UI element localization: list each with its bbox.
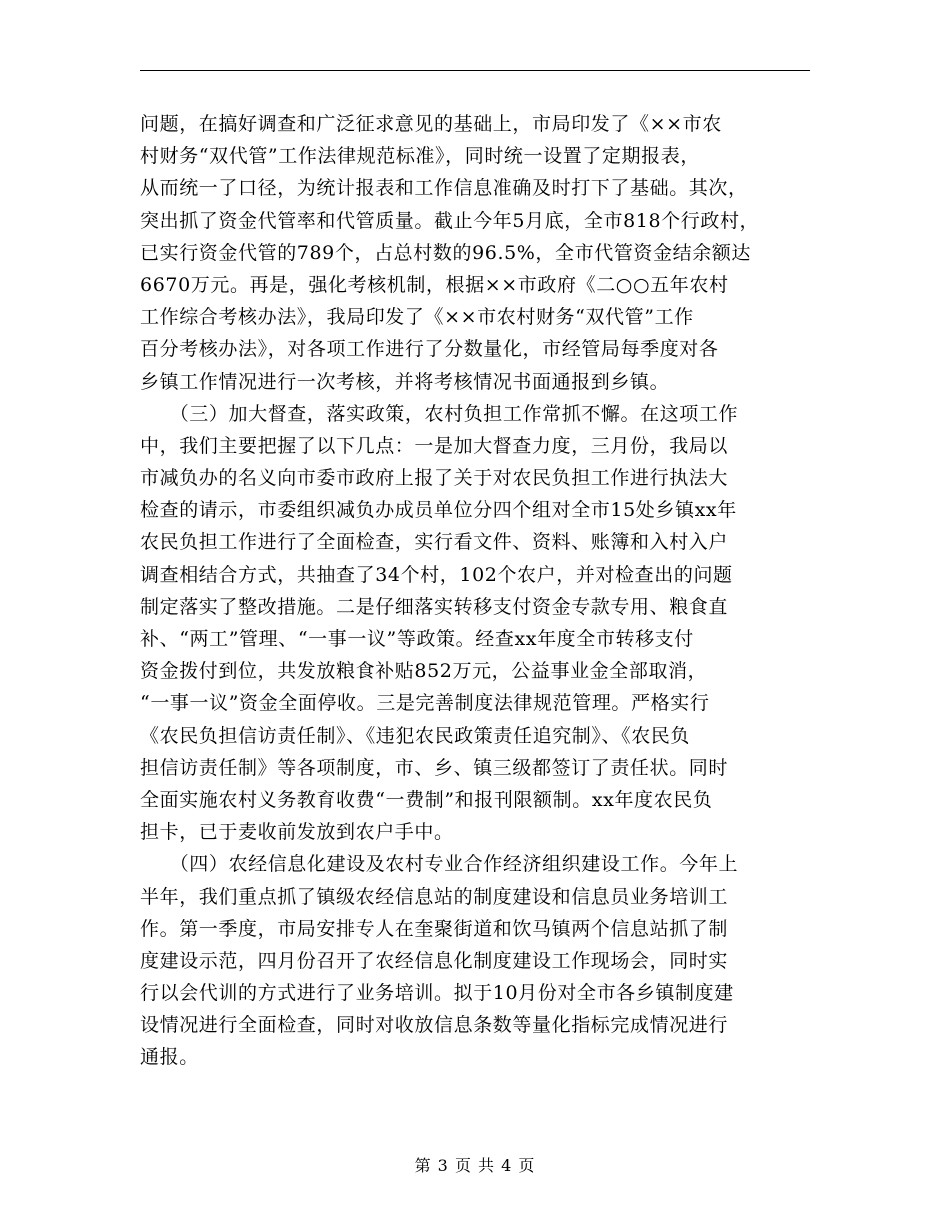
text-line: 《农民负担信访责任制》、《违犯农民政策责任追究制》、《农民负 xyxy=(140,724,691,747)
text-line: 资金拨付到位，共发放粮食补贴852万元，公益事业金全部取消， xyxy=(140,660,708,683)
text-line: 问题，在搞好调查和广泛征求意见的基础上，市局印发了《××市农 xyxy=(140,113,722,135)
text-line: 设情况进行全面检查，同时对收放信息条数等量化指标完成情况进行 xyxy=(140,1014,729,1037)
text-line: 行以会代训的方式进行了业务培训。拟于10月份对全市各乡镇制度建 xyxy=(140,982,734,1005)
text-line: 全面实施农村义务教育收费“一费制”和报刊限额制。xx年度农民负 xyxy=(140,788,713,811)
body-text xyxy=(140,108,820,1074)
text-line: 通报。 xyxy=(140,1046,199,1069)
text-line: 突出抓了资金代管率和代管质量。截止今年5月底，全市818个行政村， xyxy=(140,209,760,232)
text-line: 市减负办的名义向市委市政府上报了关于对农民负担工作进行执法大 xyxy=(140,467,729,490)
text-line: 检查的请示，市委组织减负办成员单位分四个组对全市15处乡镇xx年 xyxy=(140,499,737,522)
text-line: “一事一议”资金全面停收。三是完善制度法律规范管理。严格实行 xyxy=(140,692,710,715)
text-line: 中，我们主要把握了以下几点：一是加大督查力度，三月份，我局以 xyxy=(140,434,729,457)
text-line: 制定落实了整改措施。二是仔细落实转移支付资金专款专用、粮食直 xyxy=(140,595,729,618)
text-line: 担信访责任制》等各项制度，市、乡、镇三级都签订了责任状。同时 xyxy=(140,756,729,779)
text-line: 乡镇工作情况进行一次考核，并将考核情况书面通报到乡镇。 xyxy=(140,370,670,393)
text-line: 作。第一季度，市局安排专人在奎聚街道和饮马镇两个信息站抓了制 xyxy=(140,917,729,940)
text-line: 农民负担工作进行了全面检查，实行看文件、资料、账簿和入村入户 xyxy=(140,531,729,554)
text-line: 村财务“双代管”工作法律规范标准》，同时统一设置了定期报表， xyxy=(140,145,700,168)
page-footer: 第 3 页 共 4 页 xyxy=(414,1156,536,1175)
text-line: 调查相结合方式，共抽查了34个村，102个农户，并对检查出的问题 xyxy=(140,563,733,586)
text-line: 度建设示范，四月份召开了农经信息化制度建设工作现场会，同时实 xyxy=(140,949,729,972)
text-line: 已实行资金代管的789个，占总村数的96.5%，全市代管资金结余额达 xyxy=(140,241,752,264)
text-line: 补、“两工”管理、“一事一议”等政策。经查xx年度全市转移支付 xyxy=(140,628,694,650)
text-line: 担卡，已于麦收前发放到农户手中。 xyxy=(140,821,454,844)
text-line: 从而统一了口径，为统计报表和工作信息准确及时打下了基础。其次， xyxy=(140,177,748,200)
header-rule xyxy=(140,70,810,71)
text-line: （四）农经信息化建设及农村专业合作经济组织建设工作。今年上 xyxy=(140,853,739,876)
text-line: 百分考核办法》，对各项工作进行了分数量化，市经管局每季度对各 xyxy=(140,338,719,361)
text-line: 工作综合考核办法》，我局印发了《××市农村财务“双代管”工作 xyxy=(140,306,694,329)
text-line: （三）加大督查，落实政策，农村负担工作常抓不懈。在这项工作 xyxy=(140,402,739,425)
text-line: 半年，我们重点抓了镇级农经信息站的制度建设和信息员业务培训工 xyxy=(140,885,729,908)
text-line: 6670万元。再是，强化考核机制，根据××市政府《二○○五年农村 xyxy=(140,273,729,296)
